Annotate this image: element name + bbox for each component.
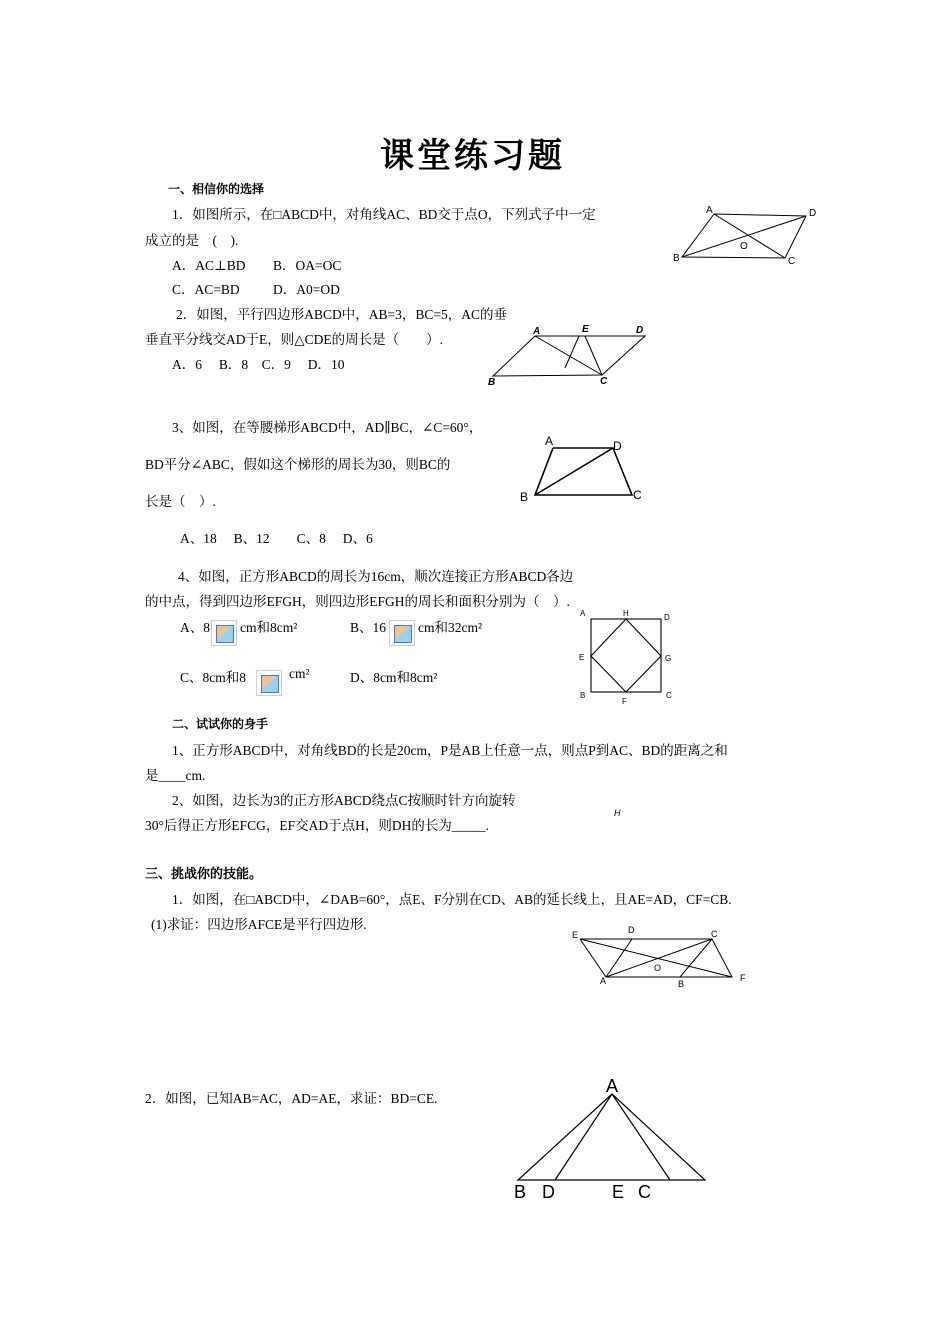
p3-q2-label-e: E [612, 1182, 625, 1202]
p3-q1-label-a: A [600, 976, 607, 986]
q1-label-d: D [809, 208, 817, 219]
p3-q1-line1: 1．如图，在□ABCD中，∠DAB=60°，点E、F分别在CD、AB的延长线上，且AE=AD，CF=CB. [172, 892, 732, 907]
q1-label-a: A [706, 205, 713, 216]
q2-text-line2: 垂直平分线交AD于E，则△CDE的周长是（ ）. [145, 332, 444, 347]
p3-q2-label-d: D [542, 1182, 555, 1202]
q4-label-g: G [665, 654, 672, 663]
p3-q1-label-f: F [740, 973, 746, 983]
q1-label-o: O [740, 241, 748, 252]
q4-option-c-prefix: C、8cm和8 [180, 670, 246, 685]
p2-q2-line1: 2、如图，边长为3的正方形ABCD绕点C按顺时针方向旋转 [172, 793, 516, 808]
page-title: 课堂练习题 [380, 136, 565, 176]
broken-image-icon [211, 620, 237, 646]
q3-options: A、18 B、12 C、8 D、6 [180, 531, 373, 546]
p3-q2-triangle-figure [505, 1072, 720, 1207]
section-heading-1: 一、相信你的选择 [168, 182, 265, 196]
section-heading-2: 二、试试你的身手 [172, 717, 269, 731]
p2-q1-line1: 1、正方形ABCD中，对角线BD的长是20cm，P是AB上任意一点，则点P到AC、BD的距离之和 [172, 743, 728, 758]
q4-label-a: A [580, 609, 586, 618]
broken-image-icon [256, 670, 282, 696]
q4-option-d: D、8cm和8cm² [350, 670, 438, 685]
q4-option-a-suffix: cm和8cm² [240, 620, 298, 635]
q1-label-c: C [788, 256, 796, 267]
q4-option-b-prefix: B、16 [350, 620, 387, 635]
q1-option-a: A．AC⊥BD [172, 258, 246, 273]
q3-text-line1: 3、如图，在等腰梯形ABCD中，AD∥BC，∠C=60°， [172, 420, 483, 435]
q4-text-line1: 4、如图，正方形ABCD的周长为16cm，顺次连接正方形ABCD各边 [178, 569, 574, 584]
q2-text-line1: 2．如图，平行四边形ABCD中，AB=3，BC=5，AC的垂 [176, 307, 508, 322]
q4-label-c: C [666, 691, 672, 700]
p2-q1-line2: 是____cm. [145, 768, 206, 783]
section-heading-3: 三、挑战你的技能。 [145, 867, 263, 882]
q4-text-line2: 的中点，得到四边形EFGH，则四边形EFGH的周长和面积分别为（ ）. [145, 594, 570, 609]
q2-label-e: E [582, 324, 589, 335]
p3-q1-line2: (1)求证：四边形AFCE是平行四边形. [151, 917, 367, 932]
q3-label-a: A [545, 434, 554, 448]
p3-q2-line: 2．如图，已知AB=AC，AD=AE，求证：BD=CE. [145, 1091, 438, 1106]
q2-options: A．6 B．8 C．9 D．10 [172, 357, 345, 372]
q4-option-a-prefix: A、8 [180, 620, 210, 635]
p3-q2-label-b: B [514, 1182, 527, 1202]
q3-text-line3: 长是（ ）. [145, 494, 216, 509]
q1-text-line2: 成立的是 ( ). [145, 233, 239, 248]
q2-label-b: B [488, 377, 496, 388]
q2-label-c: C [600, 376, 608, 387]
q1-option-b: B．OA=OC [273, 258, 342, 273]
q3-label-d: D [613, 439, 622, 453]
q1-parallelogram-figure [670, 203, 830, 268]
p3-q1-label-e: E [572, 930, 579, 940]
p3-q1-parallelogram-figure [570, 920, 750, 990]
q1-option-c: C．AC=BD [172, 282, 240, 297]
q3-text-line2: BD平分∠ABC，假如这个梯形的周长为30，则BC的 [145, 457, 451, 472]
q4-label-b: B [580, 691, 586, 700]
q3-trapezoid-figure [515, 430, 650, 505]
q4-option-b-suffix: cm和32cm² [418, 620, 483, 635]
q3-label-b: B [520, 490, 529, 504]
q1-text-line1: 1．如图所示，在□ABCD中，对角线AC、BD交于点O，下列式子中一定 [172, 207, 596, 222]
p3-q1-label-c: C [711, 929, 718, 939]
p3-q1-label-b: B [678, 979, 685, 989]
q4-label-e: E [579, 653, 585, 662]
q1-label-b: B [673, 253, 680, 264]
q2-label-a: A [533, 326, 541, 337]
p2-q2-figure-label-h: H [614, 808, 621, 818]
q4-square-figure [575, 605, 680, 710]
p2-q2-line2: 30°后得正方形EFCG，EF交AD于点H，则DH的长为_____. [145, 818, 490, 833]
broken-image-icon [389, 620, 415, 646]
p3-q1-label-o: O [654, 963, 662, 973]
q4-option-c-suffix: cm² [289, 666, 310, 681]
q2-label-d: D [636, 325, 644, 336]
q3-label-c: C [633, 488, 642, 502]
p3-q2-label-a: A [606, 1076, 619, 1096]
q4-label-d: D [664, 613, 670, 622]
q4-label-h: H [623, 609, 629, 618]
q1-option-d: D．A0=OD [273, 282, 340, 297]
p3-q1-label-d: D [628, 925, 635, 935]
q2-parallelogram-figure [485, 323, 655, 391]
q4-label-f: F [622, 697, 627, 706]
p3-q2-label-c: C [638, 1182, 651, 1202]
